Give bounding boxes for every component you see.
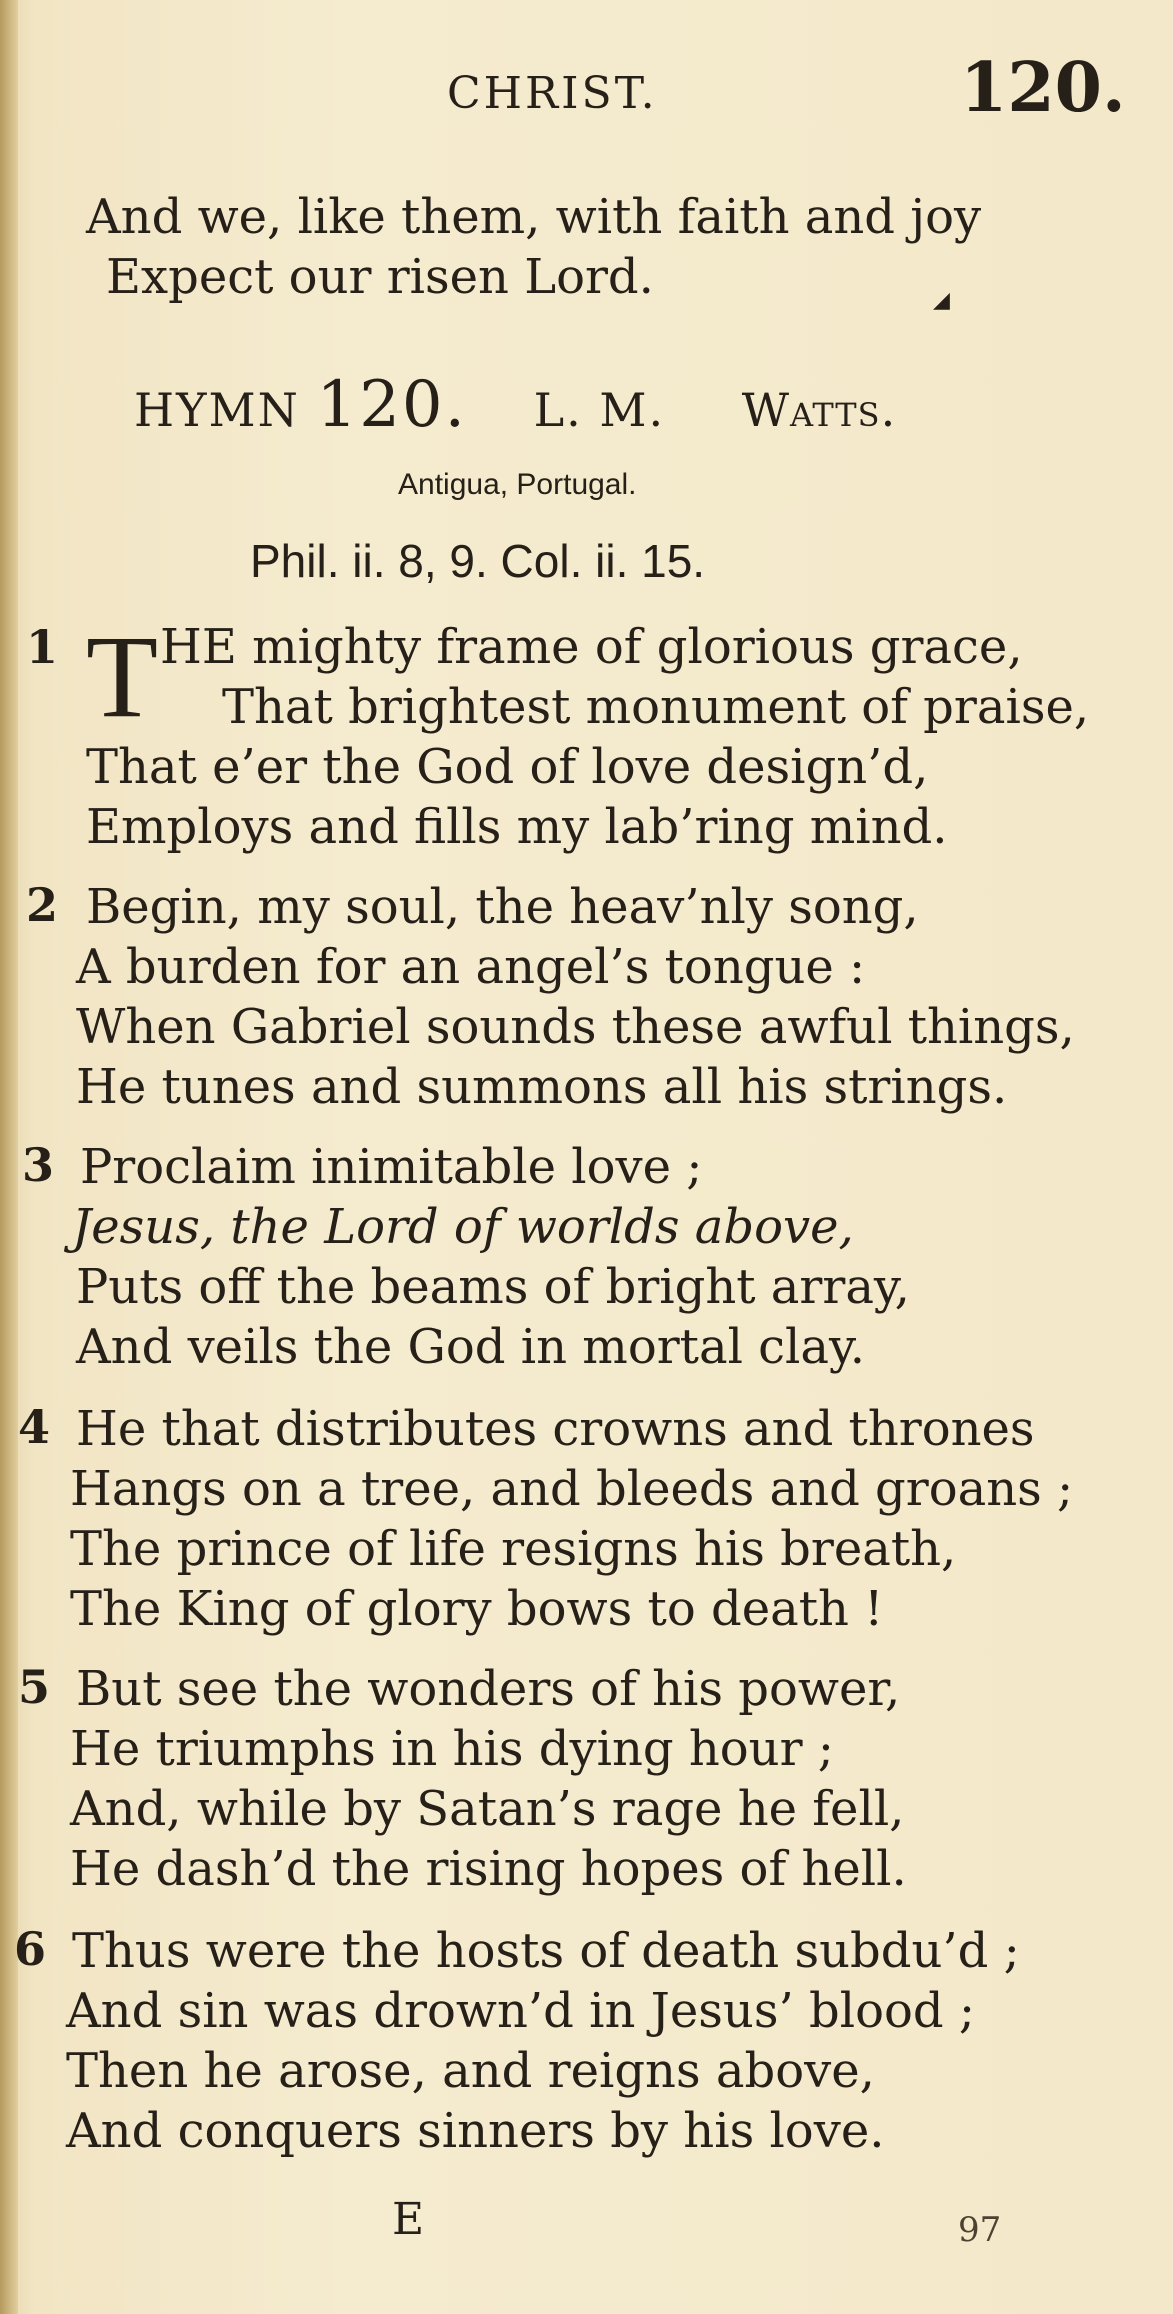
- stanza-line: A burden for an angel’s tongue :: [76, 939, 866, 995]
- stanza-number: 2: [26, 878, 59, 932]
- stanza-line: Thus were the hosts of death subdu’d ;: [72, 1923, 1020, 1979]
- hymn-author: Watts.: [741, 383, 897, 437]
- signature-mark: E: [392, 2194, 425, 2245]
- stanza-number: 1: [26, 620, 59, 674]
- catchword: 97: [958, 2210, 1002, 2250]
- stanza-line: And sin was drown’d in Jesus’ blood ;: [66, 1983, 976, 2039]
- tune-names: Antigua, Portugal.: [398, 468, 637, 501]
- hymn-heading: [134, 368, 896, 442]
- stanza-line: But see the wonders of his power,: [76, 1661, 901, 1717]
- stanza-line: He that distributes crowns and thrones: [76, 1401, 1035, 1457]
- hymn-label: HYMN: [134, 383, 300, 437]
- stanza-line: Puts off the beams of bright array,: [76, 1259, 910, 1315]
- stanza-number: 5: [18, 1660, 51, 1714]
- stanza-line: The King of glory bows to death !: [70, 1581, 884, 1637]
- stanza-line: And veils the God in mortal clay.: [76, 1319, 866, 1375]
- stanza-line: He tunes and summons all his strings.: [76, 1059, 1008, 1115]
- stanza-number: 6: [14, 1922, 47, 1976]
- previous-hymn-line: Expect our risen Lord.: [106, 249, 654, 305]
- stanza-line: And conquers sinners by his love.: [66, 2103, 885, 2159]
- running-title: CHRIST.: [447, 68, 658, 119]
- stanza-line: And, while by Satan’s rage he fell,: [70, 1781, 905, 1837]
- previous-hymn-line: And we, like them, with faith and joy: [86, 189, 982, 245]
- stanza-line: Employs and fills my lab’ring mind.: [86, 799, 948, 855]
- stanza-line: Jesus, the Lord of worlds above,: [72, 1199, 854, 1255]
- stanza-number: 3: [22, 1138, 55, 1192]
- stanza-line: That brightest monument of praise,: [222, 679, 1090, 735]
- stanza-line: That e’er the God of love design’d,: [86, 739, 929, 795]
- stanza-number: 4: [18, 1400, 51, 1454]
- stanza-line: Begin, my soul, the heav’nly song,: [86, 879, 919, 935]
- hymn-meter: L. M.: [533, 383, 666, 437]
- stanza-line: Proclaim inimitable love ;: [80, 1139, 703, 1195]
- stanza-line: The prince of life resigns his breath,: [70, 1521, 957, 1577]
- printers-mark-icon: ◢: [933, 288, 950, 313]
- hymn-number: 120.: [316, 368, 467, 442]
- stanza-line: Then he arose, and reigns above,: [66, 2043, 875, 2099]
- stanza-line: He triumphs in his dying hour ;: [70, 1721, 834, 1777]
- drop-cap: T: [86, 611, 159, 742]
- stanza-line: He dash’d the rising hopes of hell.: [70, 1841, 907, 1897]
- scripture-reference: Phil. ii. 8, 9. Col. ii. 15.: [250, 535, 706, 587]
- stanza-line: HE mighty frame of glorious grace,: [160, 619, 1023, 675]
- stanza-line: Hangs on a tree, and bleeds and groans ;: [70, 1461, 1074, 1517]
- stanza-line: When Gabriel sounds these awful things,: [76, 999, 1075, 1055]
- page-number: 120.: [960, 48, 1126, 128]
